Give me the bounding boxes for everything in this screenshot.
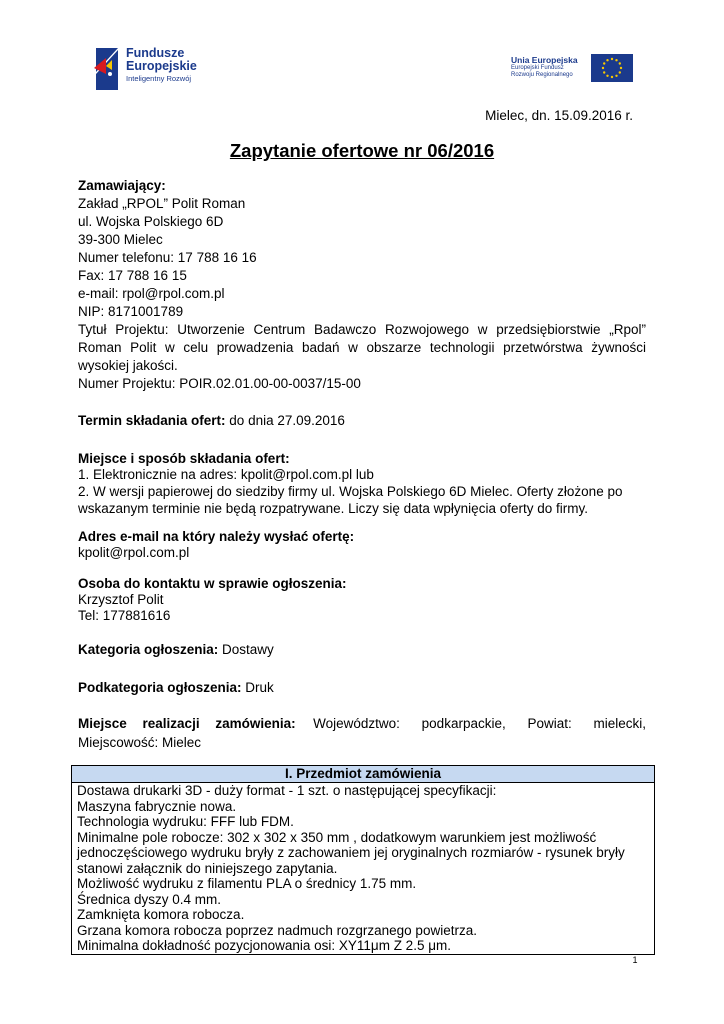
client-line: Numer telefonu: 17 788 16 16 bbox=[78, 250, 257, 265]
table-row: Grzana komora robocza poprzez nadmuch rozgrzanego powietrza. bbox=[77, 922, 477, 938]
title-text: Zapytanie ofertowe nr 06/2016 bbox=[229, 140, 495, 161]
table-row: Możliwość wydruku z filamentu PLA o średnicy 1.75 mm. bbox=[77, 876, 417, 891]
table-row: Maszyna fabrycznie nowa. bbox=[77, 798, 237, 814]
email-value: kpolit@rpol.com.pl bbox=[78, 545, 190, 560]
location-value-line1: Województwo: podkarpackie, Powiat: mielecki, bbox=[313, 716, 646, 731]
fe-logo-line3: Inteligentny Rozwój bbox=[126, 74, 192, 84]
contact-tel: Tel: 177881616 bbox=[78, 608, 171, 623]
table-row: Dostawa drukarki 3D - duży format - 1 szt. o następującej specyfikacji: bbox=[77, 783, 497, 798]
project-title-line: Tytuł Projektu: Utworzenie Centrum Badawczo Rozwojowego w przedsiębiorstwie „Rpol” bbox=[78, 322, 646, 337]
submission-line1: 1. Elektronicznie na adres: kpolit@rpol.com.pl lub bbox=[78, 467, 374, 482]
project-title-line: wysokiej jakości. bbox=[78, 358, 178, 373]
ue-logo-line2: Europejski Fundusz bbox=[511, 65, 564, 72]
ue-logo-text bbox=[511, 56, 578, 79]
client-line: 39-300 Mielec bbox=[78, 232, 163, 247]
table-row: Minimalne pole robocze: 302 x 302 x 350 mm , dodatkowym warunkiem jest możliwość jednoczęściowego wydruku bryły z zachowaniem jej oryginalnych rozmiarów - rysunek bryły stanowi załącznik do niniejszego zapytania. bbox=[77, 829, 625, 876]
subcategory bbox=[78, 679, 274, 697]
table-body bbox=[72, 783, 654, 954]
table-row: Minimalna dokładność pozycjonowania osi: XY11μm Z 2.5 μm. bbox=[77, 938, 451, 953]
contact-name: Krzysztof Polit bbox=[78, 592, 164, 607]
category-label: Kategoria ogłoszenia: bbox=[78, 642, 219, 657]
location-label: Miejsce realizacji zamówienia: bbox=[78, 716, 296, 731]
client-label: Zamawiający: bbox=[78, 178, 166, 193]
document-date: Mielec, dn. 15.09.2016 r. bbox=[485, 108, 633, 123]
location-value-line2: Miejscowość: Mielec bbox=[78, 735, 202, 750]
location bbox=[78, 715, 646, 733]
ue-logo-line1: Unia Europejska bbox=[511, 55, 578, 65]
client-line: Zakład „RPOL” Polit Roman bbox=[78, 196, 246, 211]
table-row: Średnica dyszy 0.4 mm. bbox=[77, 891, 222, 907]
category-value: Dostawy bbox=[218, 642, 274, 657]
fe-logo-line2: Europejskie bbox=[126, 59, 197, 74]
deadline bbox=[78, 412, 345, 430]
fe-logo-line1: Fundusze bbox=[126, 46, 185, 60]
fe-emblem-icon bbox=[92, 44, 126, 92]
client-line: e-mail: rpol@rpol.com.pl bbox=[78, 286, 225, 301]
submission-label: Miejsce i sposób składania ofert: bbox=[78, 451, 290, 466]
table-heading: I. Przedmiot zamówienia bbox=[72, 766, 654, 783]
project-number: Numer Projektu: POIR.02.01.00-00-0037/15-00 bbox=[78, 376, 361, 391]
deadline-value: do dnia 27.09.2016 bbox=[225, 413, 345, 428]
document-title bbox=[0, 140, 724, 162]
project-title-line: Roman Polit w celu prowadzenia badań w obszarze technologii przetwórstwa żywności bbox=[78, 340, 646, 355]
page-number: 1 bbox=[632, 955, 638, 965]
subcategory-label: Podkategoria ogłoszenia: bbox=[78, 680, 242, 695]
deadline-label: Termin składania ofert: bbox=[78, 413, 226, 428]
client-line: Fax: 17 788 16 15 bbox=[78, 268, 187, 283]
email-label: Adres e-mail na który należy wysłać ofertę: bbox=[78, 529, 355, 544]
submission-line2: 2. W wersji papierowej do siedziby firmy ul. Wojska Polskiego 6D Mielec. Oferty złożone po wskazanym terminie nie będą rozpatrywane. Liczy się data wpłynięcia oferty do firmy. bbox=[78, 484, 623, 516]
contact-label: Osoba do kontaktu w sprawie ogłoszenia: bbox=[78, 576, 347, 591]
subcategory-value: Druk bbox=[241, 680, 274, 695]
order-subject-table bbox=[71, 765, 655, 955]
category bbox=[78, 641, 274, 659]
eu-flag-icon bbox=[591, 54, 633, 82]
table-row: Technologia wydruku: FFF lub FDM. bbox=[77, 814, 294, 829]
ue-logo-line3: Rozwoju Regionalnego bbox=[511, 71, 573, 78]
fe-logo-text bbox=[126, 47, 197, 83]
client-line: ul. Wojska Polskiego 6D bbox=[78, 214, 224, 229]
client-line: NIP: 8171001789 bbox=[78, 304, 184, 319]
table-row: Zamknięta komora robocza. bbox=[77, 907, 245, 922]
